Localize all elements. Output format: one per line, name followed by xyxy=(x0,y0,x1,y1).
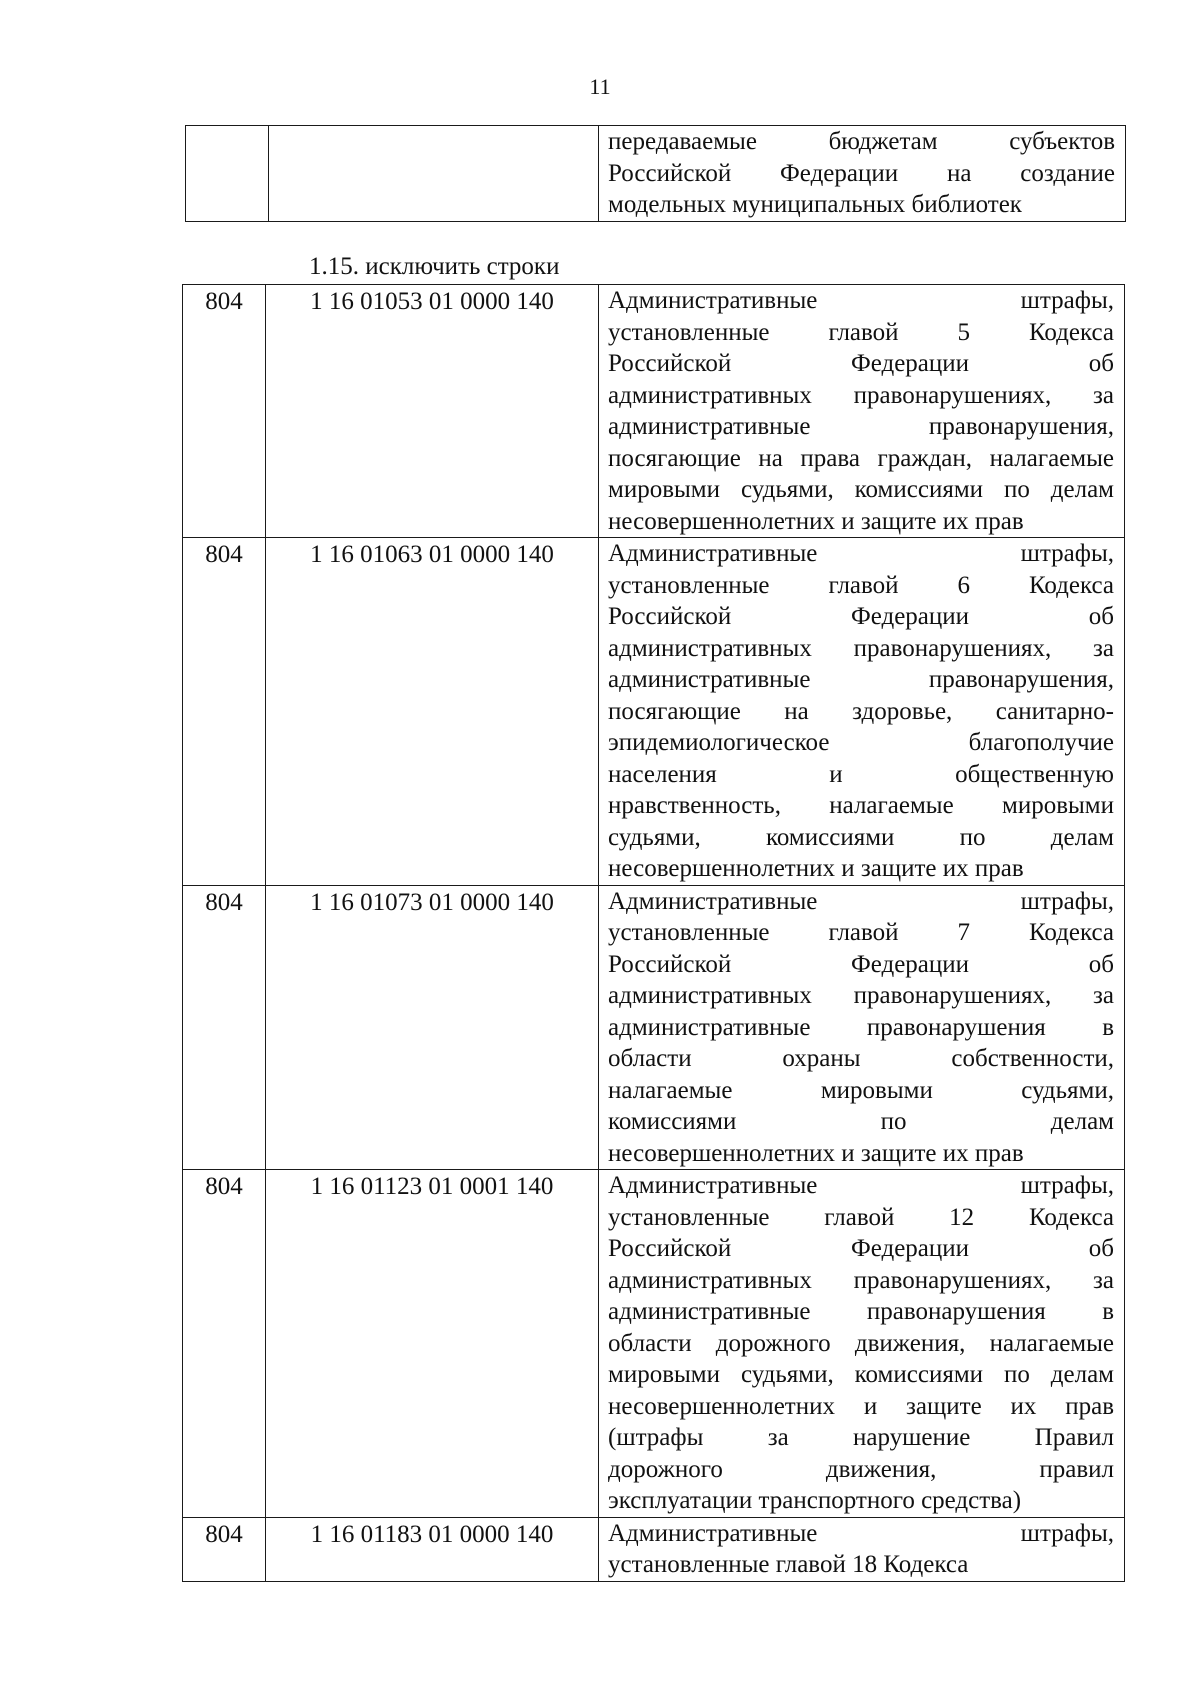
admin-code-cell: 804 xyxy=(183,538,266,886)
description-line: передаваемые бюджетам субъектов xyxy=(608,128,1115,155)
kbk-code-cell xyxy=(269,126,599,222)
description-line: установленные главой 18 Кодекса xyxy=(608,1551,969,1578)
admin-code-cell: 804 xyxy=(183,285,266,538)
admin-code-cell xyxy=(186,126,269,222)
kbk-code-cell: 1 16 01063 01 0000 140 xyxy=(266,538,599,886)
kbk-code-cell: 1 16 01123 01 0001 140 xyxy=(266,1170,599,1518)
description-line: административные правонарушения в xyxy=(608,1298,1114,1325)
description-line: Административные штрафы, xyxy=(608,540,1114,567)
kbk-code-cell: 1 16 01183 01 0000 140 xyxy=(266,1517,599,1581)
excluded-rows-table-body xyxy=(183,285,1125,1582)
description-line: несовершеннолетних и защите их прав xyxy=(608,1139,1024,1167)
description-line: установленные главой 6 Кодекса xyxy=(608,571,1114,599)
description-line: административных правонарушениях, за xyxy=(608,1266,1114,1294)
description-line: нравственность, налагаемые мировыми xyxy=(608,792,1114,819)
continuation-table xyxy=(185,125,1126,222)
table-row xyxy=(183,1517,1125,1581)
description-cell xyxy=(599,538,1125,886)
description-line: области дорожного движения, налагаемые xyxy=(608,1329,1114,1357)
description-line: мировыми судьями, комиссиями по делам xyxy=(608,476,1114,503)
description-line: установленные главой 7 Кодекса xyxy=(608,919,1114,946)
description-line: судьями, комиссиями по делам xyxy=(608,823,1114,851)
admin-code-cell: 804 xyxy=(183,1517,266,1581)
description-line: административные правонарушения, xyxy=(608,413,1114,440)
description-line: Административные штрафы, xyxy=(608,887,1114,915)
description-line: Российской Федерации на создание xyxy=(608,159,1115,187)
description-cell xyxy=(599,285,1125,538)
description-line: посягающие на здоровье, санитарно- xyxy=(608,697,1114,725)
description-line: Административные штрафы, xyxy=(608,1519,1114,1547)
description-line: населения и общественную xyxy=(608,760,1114,788)
description-line: комиссиями по делам xyxy=(608,1108,1114,1135)
description-cell xyxy=(599,126,1126,222)
description-line: посягающие на права граждан, налагаемые xyxy=(608,444,1114,472)
description-line: административные правонарушения, xyxy=(608,666,1114,693)
description-line: Российской Федерации об xyxy=(608,350,1114,377)
description-cell xyxy=(599,1170,1125,1518)
table-row xyxy=(183,1170,1125,1518)
description-line: эксплуатации транспортного средства) xyxy=(608,1487,1022,1514)
description-line: эпидемиологическое благополучие xyxy=(608,729,1114,756)
kbk-code-cell: 1 16 01073 01 0000 140 xyxy=(266,885,599,1170)
description-line: Российской Федерации об xyxy=(608,603,1114,630)
kbk-code-cell: 1 16 01053 01 0000 140 xyxy=(266,285,599,538)
description-line: Российской Федерации об xyxy=(608,950,1114,978)
table-row xyxy=(183,285,1125,538)
table-row xyxy=(183,538,1125,886)
continuation-table-body xyxy=(186,126,1126,222)
description-line: Российской Федерации об xyxy=(608,1235,1114,1262)
description-line: Административные штрафы, xyxy=(608,287,1114,314)
description-line: области охраны собственности, xyxy=(608,1045,1114,1072)
description-line: административных правонарушениях, за xyxy=(608,982,1114,1009)
description-line: дорожного движения, правил xyxy=(608,1455,1114,1483)
admin-code-cell: 804 xyxy=(183,885,266,1170)
description-line: административных правонарушениях, за xyxy=(608,381,1114,409)
description-line: модельных муниципальных библиотек xyxy=(608,191,1022,218)
excluded-rows-table xyxy=(182,284,1125,1582)
description-line: налагаемые мировыми судьями, xyxy=(608,1076,1114,1104)
admin-code-cell: 804 xyxy=(183,1170,266,1518)
description-line: административные правонарушения в xyxy=(608,1013,1114,1041)
description-line: несовершеннолетних и защите их прав xyxy=(608,855,1024,882)
description-cell xyxy=(599,1517,1125,1581)
description-line: установленные главой 5 Кодекса xyxy=(608,318,1114,346)
description-line: Административные штрафы, xyxy=(608,1172,1114,1199)
page-number: 11 xyxy=(589,74,611,99)
description-line: несовершеннолетних и защите их прав xyxy=(608,1392,1114,1420)
description-line: административных правонарушениях, за xyxy=(608,634,1114,662)
description-line: мировыми судьями, комиссиями по делам xyxy=(608,1361,1114,1388)
section-heading: 1.15. исключить строки xyxy=(309,253,560,280)
description-line: (штрафы за нарушение Правил xyxy=(608,1424,1114,1451)
description-line: установленные главой 12 Кодекса xyxy=(608,1203,1114,1231)
table-row xyxy=(186,126,1126,222)
description-line: несовершеннолетних и защите их прав xyxy=(608,507,1024,535)
table-row xyxy=(183,885,1125,1170)
description-cell xyxy=(599,885,1125,1170)
